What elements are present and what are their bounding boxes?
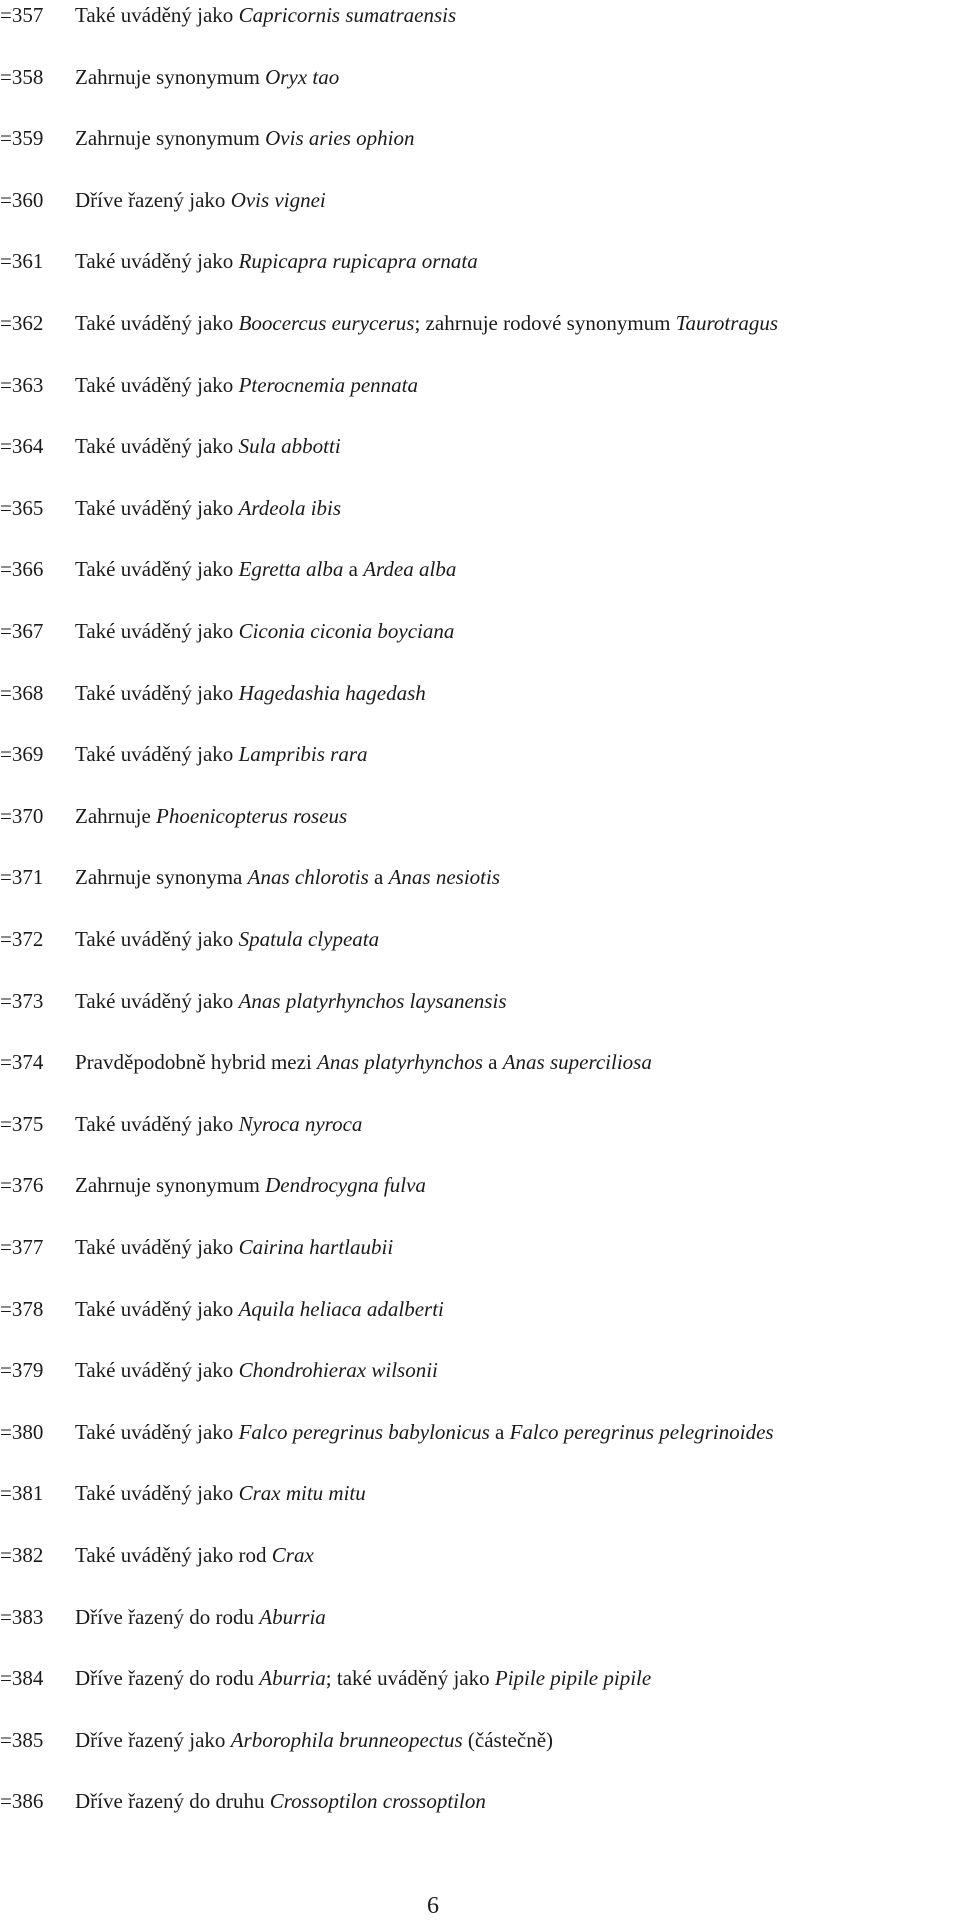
footnote-text-segment: ; také uváděný jako — [325, 1666, 495, 1691]
footnote-text-segment: Také uváděný jako — [75, 434, 239, 459]
footnote-text-segment: Pravděpodobně hybrid mezi — [75, 1050, 318, 1075]
footnote-number: =371 — [0, 865, 44, 890]
footnote-text-segment: a — [489, 1419, 510, 1444]
footnote-entry — [0, 1781, 960, 1821]
footnote-entry — [0, 1720, 960, 1760]
taxon-name: Egretta alba — [238, 557, 344, 582]
footnote-entry — [0, 488, 960, 528]
taxon-name: Nyroca nyroca — [238, 1111, 363, 1136]
footnote-entry — [0, 365, 960, 405]
footnote-text-segment: Dříve řazený do rodu — [75, 1666, 260, 1691]
footnote-number: =367 — [0, 619, 44, 643]
footnote-entry — [0, 734, 960, 774]
taxon-name: Pterocnemia pennata — [238, 372, 418, 397]
footnote-text — [75, 488, 341, 528]
footnote-number: =359 — [0, 126, 44, 151]
footnote-entry — [0, 303, 960, 343]
footnote-entry — [0, 1289, 960, 1329]
footnote-entry — [0, 1412, 960, 1452]
footnote-text — [75, 1350, 438, 1390]
footnote-number: =375 — [0, 1111, 44, 1136]
footnote-entry — [0, 919, 960, 959]
footnote-text — [75, 118, 414, 158]
footnote-text-segment: Také uváděný jako — [75, 1358, 239, 1383]
footnote-text — [75, 1781, 486, 1821]
footnote-entry — [0, 1473, 960, 1513]
taxon-name: Falco peregrinus pelegrinoides — [509, 1419, 774, 1444]
footnote-text — [75, 1720, 553, 1760]
taxon-name: Falco peregrinus babylonicus — [238, 1419, 490, 1444]
footnote-text-segment: Dříve řazený jako — [75, 1727, 231, 1752]
footnote-number: =370 — [0, 803, 44, 828]
footnote-text-segment: Dříve řazený jako — [75, 187, 231, 212]
footnote-number: =362 — [0, 311, 44, 335]
taxon-name: Sula abbotti — [238, 434, 341, 459]
footnote-text — [75, 426, 341, 466]
footnote-text-segment: Také uváděný jako — [75, 495, 239, 520]
footnote-number: =385 — [0, 1727, 44, 1752]
taxon-name: Crax — [271, 1543, 314, 1567]
footnote-text — [75, 611, 454, 651]
taxon-name: Ovis aries ophion — [265, 126, 415, 151]
footnote-text — [75, 673, 426, 713]
footnote-entry — [0, 0, 960, 35]
footnote-number: =383 — [0, 1604, 44, 1629]
footnote-number: =379 — [0, 1358, 44, 1383]
footnote-text-segment: Dříve řazený do rodu — [75, 1604, 260, 1629]
footnote-text-segment: a — [368, 865, 389, 890]
footnote-text-segment: (částečně) — [462, 1727, 554, 1752]
taxon-name: Capricornis sumatraensis — [238, 3, 457, 27]
footnote-text-segment: Také uváděný jako — [75, 1419, 239, 1444]
footnote-text-segment: Také uváděný jako — [75, 249, 239, 274]
footnote-text-segment: Také uváděný jako — [75, 1296, 239, 1321]
footnote-text — [75, 1104, 362, 1144]
footnote-entry — [0, 180, 960, 220]
footnote-text — [75, 734, 368, 774]
footnote-text — [75, 981, 507, 1021]
footnote-text-segment: Také uváděný jako — [75, 619, 239, 643]
footnote-number: =363 — [0, 372, 44, 397]
footnote-text-segment: Také uváděný jako — [75, 1111, 239, 1136]
taxon-name: Ardeola ibis — [238, 495, 342, 520]
taxon-name: Aquila heliaca adalberti — [238, 1296, 444, 1321]
footnote-number: =369 — [0, 742, 44, 767]
footnote-text — [75, 1042, 652, 1082]
taxon-name: Pipile pipile pipile — [494, 1666, 652, 1691]
footnote-number: =361 — [0, 249, 44, 274]
footnote-text — [75, 1227, 393, 1267]
footnote-text — [75, 180, 326, 220]
footnote-text-segment: Také uváděný jako — [75, 988, 239, 1013]
footnote-number: =386 — [0, 1789, 44, 1814]
footnote-text — [75, 919, 379, 959]
footnote-text-segment: Dříve řazený do druhu — [75, 1789, 270, 1814]
footnote-number: =368 — [0, 680, 44, 705]
footnote-text-segment: Také uváděný jako rod — [75, 1543, 272, 1567]
footnote-number: =360 — [0, 187, 44, 212]
footnote-entry — [0, 1104, 960, 1144]
footnote-entry — [0, 1535, 960, 1575]
footnote-entry — [0, 1597, 960, 1637]
taxon-name: Anas platyrhynchos laysanensis — [238, 988, 507, 1013]
taxon-name: Hagedashia hagedash — [238, 680, 426, 705]
taxon-name: Rupicapra rupicapra ornata — [238, 249, 478, 274]
footnote-text-segment: a — [343, 557, 364, 582]
footnote-text-segment: Také uváděný jako — [75, 372, 239, 397]
footnote-entry — [0, 673, 960, 713]
taxon-name: Oryx tao — [265, 64, 340, 89]
taxon-name: Phoenicopterus roseus — [156, 803, 348, 828]
footnote-entry — [0, 1165, 960, 1205]
taxon-name: Aburria — [259, 1604, 326, 1629]
footnote-entry — [0, 57, 960, 97]
footnote-text-segment: Zahrnuje — [75, 803, 157, 828]
footnote-text — [75, 796, 347, 836]
footnote-entry — [0, 796, 960, 836]
footnote-entry — [0, 981, 960, 1021]
footnote-text-segment: Zahrnuje synonymum — [75, 64, 266, 89]
taxon-name: Ciconia ciconia boyciana — [238, 619, 455, 643]
footnote-text — [75, 549, 456, 589]
footnote-number: =382 — [0, 1543, 44, 1567]
footnote-entry — [0, 1042, 960, 1082]
footnote-entry — [0, 857, 960, 897]
taxon-name: Crax mitu mitu — [238, 1481, 366, 1506]
footnote-text-segment: a — [482, 1050, 503, 1075]
footnote-text — [75, 1597, 326, 1637]
footnote-text-segment: Také uváděný jako — [75, 557, 239, 582]
taxon-name: Dendrocygna fulva — [265, 1173, 426, 1198]
footnote-text — [75, 1412, 774, 1452]
footnote-text-segment: Zahrnuje synonymum — [75, 1173, 266, 1198]
footnote-number: =357 — [0, 3, 44, 27]
taxon-name: Arborophila brunneopectus — [230, 1727, 463, 1752]
footnote-entry — [0, 1227, 960, 1267]
footnote-number: =380 — [0, 1419, 44, 1444]
footnote-text — [75, 857, 500, 897]
footnote-entry — [0, 241, 960, 281]
footnote-text — [75, 1535, 314, 1575]
footnote-number: =377 — [0, 1235, 44, 1259]
footnote-text-segment: Také uváděný jako — [75, 927, 239, 951]
footnote-entry — [0, 1350, 960, 1390]
taxon-name: Crossoptilon crossoptilon — [269, 1789, 486, 1814]
footnote-text — [75, 1473, 366, 1513]
taxon-name: Anas platyrhynchos — [317, 1050, 483, 1075]
taxon-name: Ovis vignei — [230, 187, 326, 212]
footnote-text-segment: Také uváděný jako — [75, 3, 239, 27]
taxon-name: Taurotragus — [675, 311, 779, 335]
taxon-name: Chondrohierax wilsonii — [238, 1358, 438, 1383]
footnote-text — [75, 57, 339, 97]
footnote-text — [75, 1289, 444, 1329]
footnote-text-segment: Také uváděný jako — [75, 1235, 239, 1259]
taxon-name: Lampribis rara — [238, 742, 368, 767]
footnote-text — [75, 1658, 651, 1698]
taxon-name: Anas superciliosa — [502, 1050, 652, 1075]
footnote-entry — [0, 426, 960, 466]
footnote-number: =384 — [0, 1666, 44, 1691]
footnote-text — [75, 303, 778, 343]
footnote-text-segment: Také uváděný jako — [75, 1481, 239, 1506]
footnote-text-segment: Zahrnuje synonyma — [75, 865, 248, 890]
footnote-number: =358 — [0, 64, 44, 89]
footnote-text-segment: Také uváděný jako — [75, 680, 239, 705]
footnote-text-segment: Zahrnuje synonymum — [75, 126, 266, 151]
footnote-text-segment: Také uváděný jako — [75, 311, 239, 335]
taxon-name: Ardea alba — [363, 557, 457, 582]
footnote-number: =381 — [0, 1481, 44, 1506]
footnote-number: =366 — [0, 557, 44, 582]
page-number: 6 — [427, 1893, 439, 1919]
footnote-number: =372 — [0, 927, 44, 951]
taxon-name: Aburria — [259, 1666, 326, 1691]
footnote-text — [75, 0, 456, 35]
footnote-number: =365 — [0, 495, 44, 520]
footnote-entry — [0, 611, 960, 651]
footnote-text — [75, 365, 418, 405]
footnote-text — [75, 1165, 426, 1205]
footnote-entry — [0, 549, 960, 589]
footnote-number: =376 — [0, 1173, 44, 1198]
footnote-number: =374 — [0, 1050, 44, 1075]
taxon-name: Anas chlorotis — [247, 865, 369, 890]
footnote-number: =373 — [0, 988, 44, 1013]
footnote-text — [75, 241, 478, 281]
footnote-entry — [0, 1658, 960, 1698]
taxon-name: Cairina hartlaubii — [238, 1235, 394, 1259]
taxon-name: Boocercus eurycerus — [238, 311, 415, 335]
taxon-name: Spatula clypeata — [238, 927, 380, 951]
footnote-entry — [0, 118, 960, 158]
footnote-text-segment: Také uváděný jako — [75, 742, 239, 767]
footnote-number: =378 — [0, 1296, 44, 1321]
footnote-text-segment: ; zahrnuje rodové synonymum — [414, 311, 676, 335]
footnote-number: =364 — [0, 434, 44, 459]
taxon-name: Anas nesiotis — [388, 865, 501, 890]
